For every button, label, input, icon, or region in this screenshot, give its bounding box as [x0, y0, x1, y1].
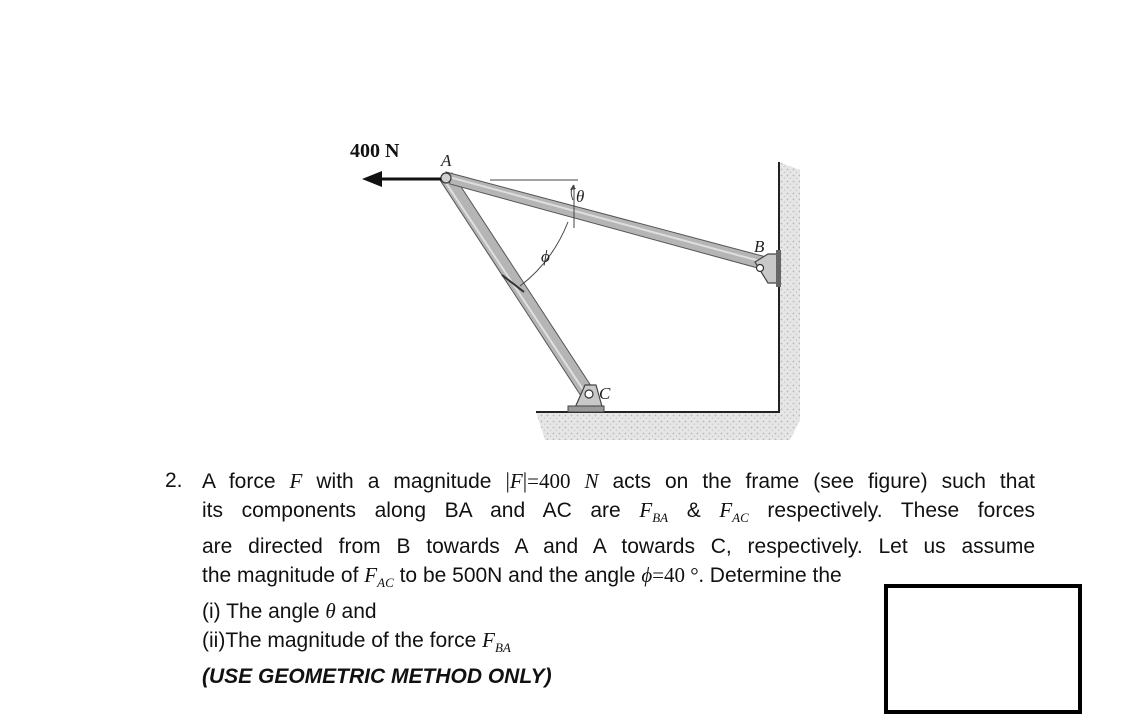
- phi-value: =40 °.: [652, 563, 704, 587]
- question-part-2: (ii)The magnitude of the force $F_{BA}$: [202, 628, 511, 655]
- point-a-label: A: [441, 151, 452, 170]
- joint-a: [441, 173, 451, 183]
- problem-line-4: the magnitude of $F_{AC}$ to be 500N and the angle ϕ=40 °. Determine the: [202, 563, 842, 590]
- ground-support: [536, 412, 800, 440]
- point-c-label: C: [599, 384, 611, 403]
- answer-box[interactable]: [884, 584, 1082, 714]
- question-part-1: (i) The angle θ and: [202, 599, 377, 623]
- problem-line-2: its components along BA and AC are $F_{BA}$ & $F_{AC}$ respectively. These forces: [202, 498, 1035, 525]
- force-arrow: [362, 171, 441, 187]
- problem-line-1: A force F with a magnitude |F|=400 N acts on the frame (see figure) such that: [202, 468, 1035, 493]
- symbol-f: F: [289, 469, 303, 493]
- magnitude-value: =400: [527, 469, 571, 493]
- force-label: 400 N: [350, 140, 400, 162]
- problem-number: 2.: [165, 469, 183, 492]
- method-note: (USE GEOMETRIC METHOD ONLY): [202, 665, 552, 688]
- wall-support: [779, 162, 800, 420]
- point-b-label: B: [754, 237, 765, 256]
- phi-label: ϕ: [541, 247, 550, 266]
- theta-label: θ: [576, 187, 585, 206]
- problem-line-3: are directed from B towards A and A towards C, respectively. Let us assume: [202, 535, 1035, 558]
